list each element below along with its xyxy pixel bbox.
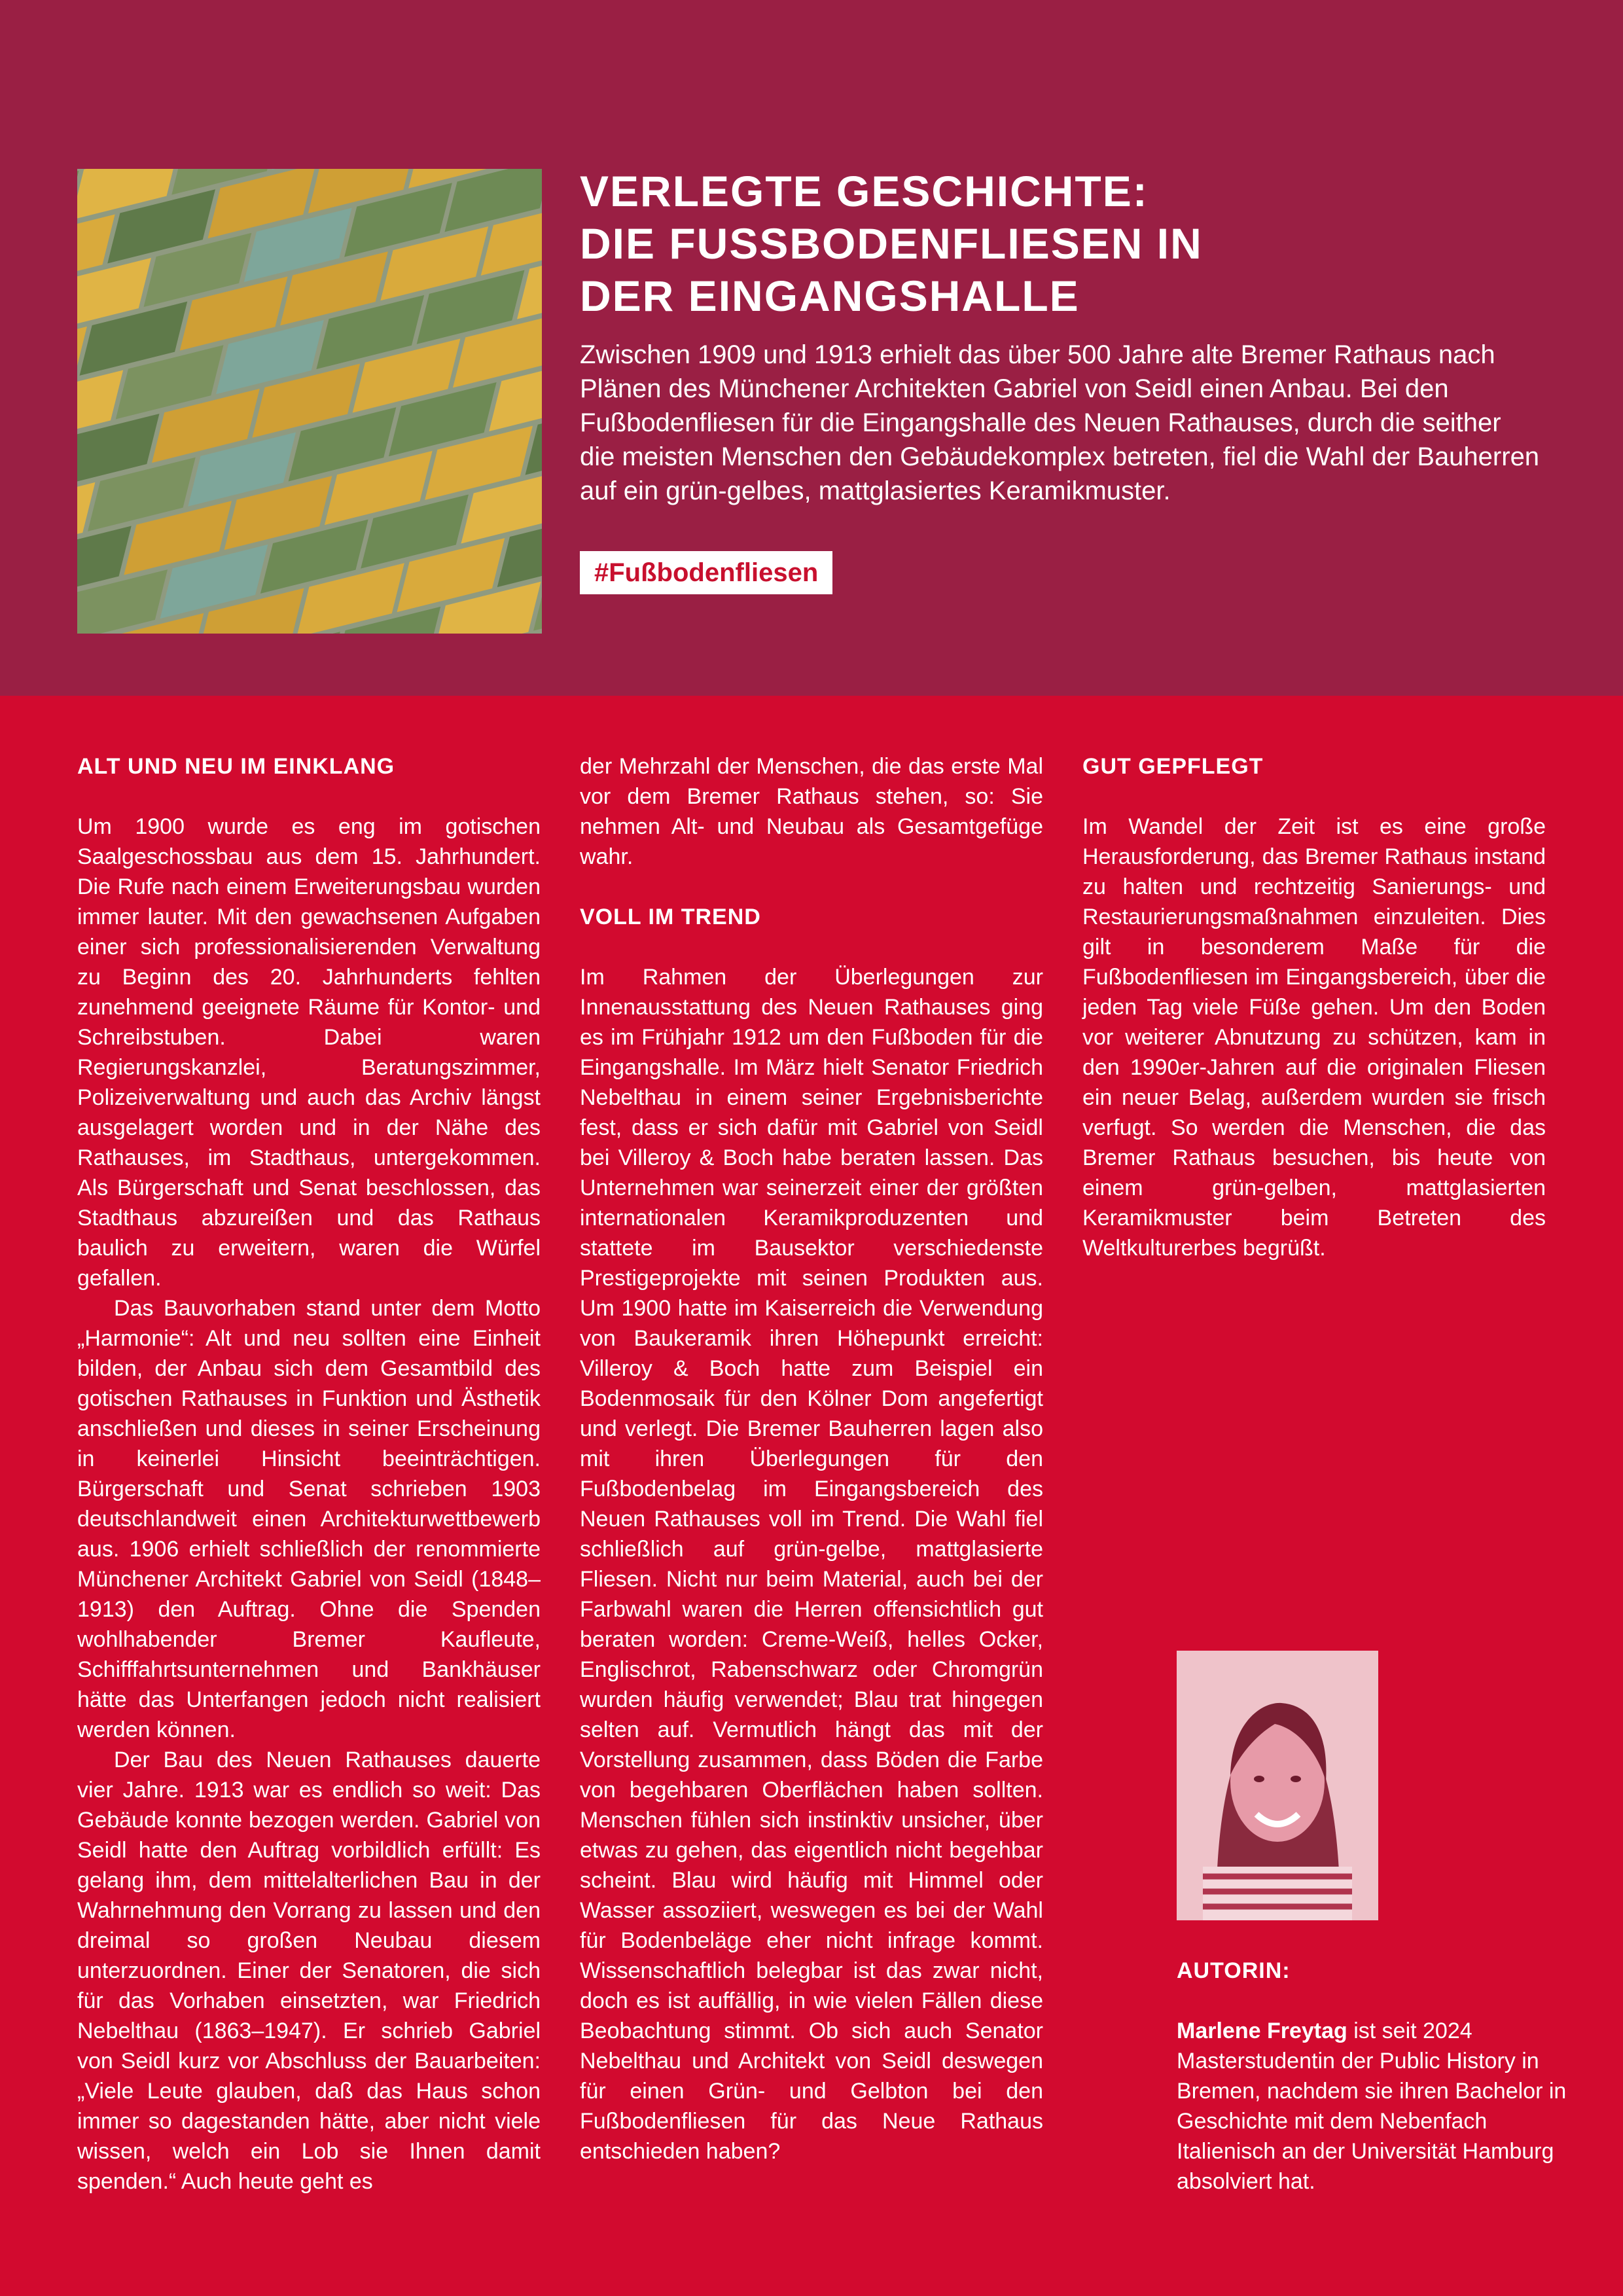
author-name: Marlene Freytag <box>1177 2018 1347 2043</box>
title-line-1: VERLEGTE GESCHICHTE: <box>580 167 1149 215</box>
paragraph: Das Bauvorhaben stand unter dem Motto „Harmonie“: Alt und neu sollten eine Einheit bilden, der Anbau sich dem Gesamtbild des gotischen Rathauses in Funktion und Ästhetik anschließen und dieses in seiner Erscheinung in keinerlei Hinsicht beeinträchtigen. Bürgerschaft und Senat schrieben 1903 deutschlandweit einen Architekturwettbewerb aus. 1906 erhielt schließlich der renommierte Münchener Architekt Gabriel von Seidl (1848–1913) den Auftrag. Ohne die Spenden wohlhabender Bremer Kaufleute, Schifffahrtsunternehmen und Bankhäuser hätte das Unterfangen jedoch nicht realisiert werden können. <box>77 1296 541 1742</box>
author-bio-text: ist seit 2024 Masterstudentin der Public History in Bremen, nachdem sie ihren Bachelor in Geschichte mit dem Nebenfach Italienisch an der Universität Hamburg absolviert hat. <box>1177 2018 1567 2194</box>
hashtag-badge[interactable]: #Fußbodenfliesen <box>580 551 832 594</box>
page-title <box>580 165 1561 322</box>
floor-tiles-photo <box>77 169 542 634</box>
paragraph: Im Wandel der Zeit ist es eine große Herausforderung, das Bremer Rathaus instand zu halten und rechtzeitig Sanierungs- und Restaurierungsmaßnahmen einzuleiten. Dies gilt in besonderem Maße für die Fußbodenfliesen im Eingangsbereich, über die jeden Tag viele Füße gehen. Um den Boden vor weiterer Abnutzung zu schützen, kam in den 1990er-Jahren auf die originalen Fliesen ein neuer Belag, außerdem wurden sie frisch verfugt. So werden die Menschen, die das Bremer Rathaus besuchen, bis heute von einem grün-gelben, mattglasierten Keramikmuster beim Betreten des Weltkulturerbes begrüßt. <box>1082 814 1546 1261</box>
intro-text: Zwischen 1909 und 1913 erhielt das über 500 Jahre alte Bremer Rathaus nach Plänen des Münchener Architekten Gabriel von Seidl einen Anbau. Bei den Fußbodenfliesen für die Eingangshalle des Neuen Rathauses, durch die seither die meisten Menschen den Gebäudekomplex betreten, fiel die Wahl der Bauherren auf ein grün-gelbes, mattglasiertes Keramikmuster. <box>580 340 1540 505</box>
section-heading-alt-und-neu: ALT UND NEU IM EINKLANG <box>77 754 395 779</box>
column-3 <box>1082 751 1546 1263</box>
column-1 <box>77 751 541 2197</box>
author-label: AUTORIN: <box>1177 1958 1291 1983</box>
paragraph: Im Rahmen der Überlegungen zur Innenausstattung des Neuen Rathauses ging es im Frühjahr 1912 um den Fußboden für die Eingangshalle. Im März hielt Senator Friedrich Nebelthau in einem seiner Ergebnisberichte fest, dass er sich dafür mit Gabriel von Seidl bei Villeroy & Boch habe beraten lassen. Das Unternehmen war seinerzeit einer der größten internationalen Keramikproduzenten und stattete im Bausektor verschiedenste Prestigeprojekte mit seinen Produkten aus. Um 1900 hatte im Kaiserreich die Verwendung von Baukeramik ihren Höhepunkt erreicht: Villeroy & Boch hatte zum Beispiel ein Bodenmosaik für den Kölner Dom angefertigt und verlegt. Die Bremer Bauherren lagen also mit ihren Überlegungen für den Fußbodenbelag im Eingangsbereich des Neuen Rathauses voll im Trend. Die Wahl fiel schließlich auf grün-gelbe, mattglasierte Fliesen. Nicht nur beim Material, auch bei der Farbwahl waren die Herren offensichtlich gut beraten worden: Creme-Weiß, helles Ocker, Englischrot, Rabenschwarz oder Chromgrün wurden häufig verwendet; Blau trat hingegen selten auf. Vermutlich hängt das mit der Vorstellung zusammen, dass Böden die Farbe von begehbaren Oberflächen haben sollten. Menschen fühlen sich instinktiv unsicher, über etwas zu gehen, das eigentlich nicht begehbar scheint. Blau wird häufig mit Himmel oder Wasser assoziiert, weswegen es bei der Wahl für Bodenbeläge eher nicht infrage kommt. Wissenschaftlich belegbar ist das zwar nicht, doch es ist auffällig, in wie vielen Fällen diese Beobachtung stimmt. Ob sich auch Senator Nebelthau und Architekt von Seidl deswegen für einen Grün- und Gelbton bei den Fußbodenfliesen für das Neue Rathaus entschieden haben? <box>580 965 1043 2164</box>
paragraph: Um 1900 wurde es eng im gotischen Saalgeschossbau aus dem 15. Jahrhundert. Die Rufe nach einem Erweiterungsbau wurden immer lauter. Mit den gewachsenen Aufgaben einer sich professionalisierenden Verwaltung zu Beginn des 20. Jahrhunderts fehlten zunehmend geeignete Räume für Kontor- und Schreibstuben. Dabei waren Regierungskanzlei, Beratungszimmer, Polizeiverwaltung und auch das Archiv längst ausgelagert worden und in der Nähe des Rathauses, im Stadthaus, untergekommen. Als Bürgerschaft und Senat beschlossen, das Stadthaus abzureißen und das Rathaus baulich zu erweitern, waren die Würfel gefallen. <box>77 814 541 1291</box>
title-line-2: DIE FUSSBODENFLIESEN IN <box>580 219 1203 268</box>
paragraph: Der Bau des Neuen Rathauses dauerte vier Jahre. 1913 war es endlich so weit: Das Gebäude konnte bezogen werden. Gabriel von Seidl hatte den Auftrag vorbildlich erfüllt: Es gelang ihm, dem mittelalterlichen Bau in der Wahrnehmung den Vorrang zu lassen und den dreimal so großen Neubau diesem unterzuordnen. Einer der Senatoren, die sich für das Vorhaben einsetzten, war Friedrich Nebelthau (1863–1947). Er schrieb Gabriel von Seidl kurz vor Abschluss der Bauarbeiten: „Viele Leute glauben, daß das Haus schon immer so dagestanden hätte, aber nicht viele wissen, welch ein Lob sie Ihnen damit spenden.“ Auch heute geht es <box>77 1748 541 2194</box>
column-2 <box>580 751 1043 2166</box>
section-heading-voll-im-trend: VOLL IM TREND <box>580 905 761 929</box>
paragraph-continued: der Mehrzahl der Menschen, die das erste Mal vor dem Bremer Rathaus stehen, so: Sie nehmen Alt- und Neubau als Gesamtgefüge wahr. <box>580 754 1043 869</box>
section-heading-gut-gepflegt: GUT GEPFLEGT <box>1082 754 1264 779</box>
author-photo <box>1177 1651 1378 1920</box>
author-bio <box>1177 2016 1569 2197</box>
title-line-3: DER EINGANGSHALLE <box>580 272 1080 320</box>
